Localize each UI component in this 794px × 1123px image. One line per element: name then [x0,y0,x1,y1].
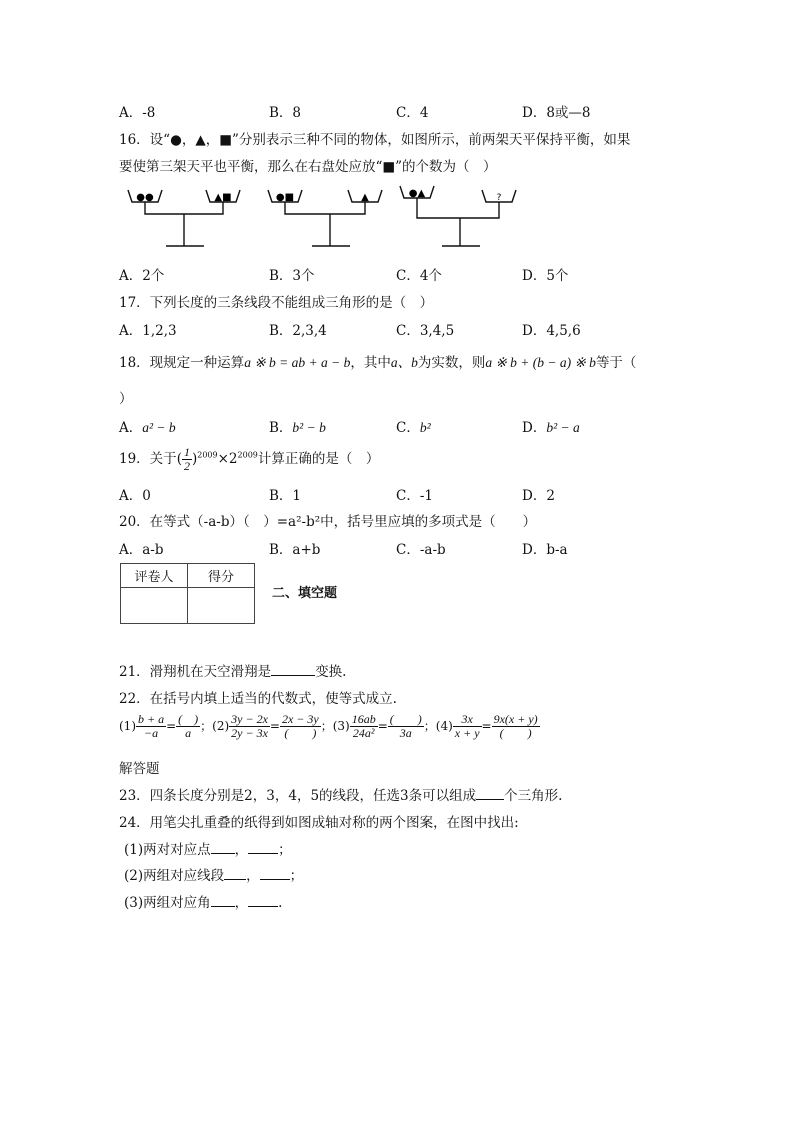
q17-option-a: A．1,2,3 [119,323,177,339]
q22-p3-num: 16ab [351,712,376,726]
q22-p4-den: x + y [454,726,480,740]
q22-p2-rden: ( ) [284,726,317,740]
q16-stem-line1: 16．设“●，▲，■”分别表示三种不同的物体，如图所示，前两架天平保持平衡，如果 [119,132,631,148]
q24-sub1-label: (1)两对对应点 [124,842,211,858]
q21-prefix: 21．滑翔机在天空滑翔是 [119,664,272,680]
q22-p2-den: 2y − 3x [231,726,268,740]
section-fill-in-title: 二、填空题 [272,586,338,601]
q15-option-a: A．-8 [119,105,156,121]
q24-sub3-blank2[interactable] [248,906,278,907]
q24-sub2 [124,864,303,884]
scale2-right-pan: ▲ [361,192,369,203]
q19-suffix: 计算正确的是（ ） [257,451,380,467]
q18-option-b-expr: b² − b [292,420,326,435]
q24-sub3-label: (3)两组对应角 [124,895,211,911]
score-table-grader-cell[interactable] [121,588,188,624]
q23-suffix: 个三角形. [504,788,563,804]
q16-option-d: D．5个 [522,268,569,284]
q24-sub2-blank2[interactable] [260,879,290,880]
q24-sub1-sep: ， [234,842,249,858]
q22-part4-right-fraction[interactable] [492,713,540,740]
q19-stem: 19．关于( $\frac{1}{2}$ )$^{2009}\times 2^{2009}$计算正确的是（ ） [119,445,380,473]
q18-definition: a ※ b = ab + a − b [244,355,351,370]
q18-option-d-label: D． [522,420,547,436]
q18-option-d [522,416,580,436]
q21-suffix: 变换. [315,664,347,680]
q22-p2-rnum: 2x − 3y [281,712,319,726]
q18-option-c-expr: b² [419,420,431,435]
q22-p4-rnum: 9x(x + y) [493,712,538,726]
q20-option-d: D．b-a [522,542,568,558]
q19-option-d: D．2 [522,488,555,504]
q24-sub2-end: ； [289,868,304,884]
section-answer-title: 解答题 [119,761,160,777]
q22-p3-equals: = [377,719,388,733]
q22-part2-left-fraction [229,713,270,740]
q24-sub1-blank2[interactable] [248,853,278,854]
q22-p1-num: b + a [138,712,165,726]
q24-sub1 [124,838,292,858]
q22-part2-right-fraction[interactable] [280,713,321,740]
q20-option-c: C．-a-b [396,542,446,558]
q18-option-b-label: B． [269,420,293,436]
q16-option-b: B．3个 [269,268,315,284]
q18-option-d-expr: b² − a [546,420,580,435]
q22-part4-left-fraction [453,713,482,740]
q22-p1-equals: = [166,719,177,733]
q22-stem: 22．在括号内填上适当的代数式，使等式成立. [119,691,397,707]
q22-part1-left-fraction [136,713,166,740]
q22-p4-num: 3x [453,713,482,727]
q20-stem: 20．在等式（-a-b）（ ）=a²-b²中，括号里应填的多项式是（ ） [119,514,537,530]
q18-mid2: 为实数，则 [417,355,486,371]
q19-times: ×2 [217,451,238,467]
q19-option-b: B．1 [269,488,302,504]
q22-p1-den: −a [144,726,159,740]
q18-option-a-label: A． [119,420,143,436]
q19-half-fraction [182,446,192,473]
q18-mid: ，其中 [350,355,391,371]
q17-option-b: B．2,3,4 [269,323,327,339]
q24-sub2-label: (2)两组对应线段 [124,868,225,884]
q19-option-a: A．0 [119,488,151,504]
q22-part3-label: ；(3) [320,719,350,733]
q22-part1-right-fraction[interactable] [176,713,200,740]
score-table [120,563,255,624]
q21-answer-blank[interactable] [271,675,315,676]
q24-sub3-blank1[interactable] [211,906,235,907]
score-table-score-header: 得分 [188,564,255,588]
q18-option-a-expr: a² − b [142,420,176,435]
q24-sub3-sep: ， [234,895,249,911]
q17-option-c: C．3,4,5 [396,323,455,339]
q19-exponent-1: 2009 [197,450,218,460]
q22-p3-den: 24a² [352,726,375,740]
q22-equations [119,713,540,740]
scale1-right-pan: ▲■ [214,192,232,203]
q18-expression: a ※ b + (b − a) ※ b [485,355,596,370]
q24-sub1-end: ； [278,842,292,858]
q22-p3-rnum: ( ) [389,712,422,726]
q23-answer-blank[interactable] [476,799,504,800]
q24-sub3-end: . [278,895,283,911]
q22-part1-label: (1) [119,719,136,733]
q18-vars: a、b [390,355,418,370]
q23-stem [119,784,562,804]
q19-fraction-num: 1 [183,445,190,459]
q17-option-d: D．4,5,6 [522,323,581,339]
q22-part4-label: ；(4) [423,719,453,733]
q23-prefix: 23．四条长度分别是2，3，4，5的线段，任选3条可以组成 [119,788,477,804]
q24-sub3 [124,891,282,911]
q22-p1-rden: a [185,726,192,740]
q22-p2-equals: = [269,719,280,733]
q20-option-b: B．a+b [269,542,321,558]
q18-stem-line1 [119,351,636,371]
q19-prefix: 19．关于 [119,451,177,467]
q15-option-b: B．8 [269,105,302,121]
q16-option-c: C．4个 [396,268,442,284]
q18-stem-line2: ） [119,391,133,407]
q16-stem-line2: 要使第三架天平也平衡，那么在右盘处应放“■”的个数为（ ） [119,159,497,175]
q20-option-a: A．a-b [119,542,164,558]
q22-p2-num: 3y − 2x [231,712,268,726]
q24-stem: 24．用笔尖扎重叠的纸得到如图成轴对称的两个图案，在图中找出: [119,815,519,831]
q19-fraction-den: 2 [183,459,190,473]
balance-scales-figure [120,182,540,254]
q18-option-a [119,416,176,436]
q18-option-b [269,416,326,436]
q24-sub2-sep: ， [246,868,260,884]
q15-option-c: C．4 [396,105,429,121]
q16-option-a: A．2个 [119,268,165,284]
q22-p1-rnum: ( ) [178,712,199,726]
scale1-left-pan: ●● [136,192,154,203]
q19-option-c: C．-1 [396,488,433,504]
q17-stem: 17．下列长度的三条线段不能组成三角形的是（ ） [119,295,434,311]
q15-option-d: D．8或—8 [522,105,591,121]
q18-suffix: 等于（ [595,355,637,371]
q22-part3-right-fraction[interactable] [388,713,424,740]
q18-option-c [396,416,431,436]
q22-part2-label: ；(2) [200,719,230,733]
score-table-score-cell[interactable] [188,588,255,624]
q21-stem [119,660,346,680]
q22-p4-equals: = [481,719,492,733]
q18-option-c-label: C． [396,420,420,436]
q22-part3-left-fraction [350,713,378,740]
scale3-right-pan: ? [496,193,502,203]
q24-sub1-blank1[interactable] [211,853,235,854]
q24-sub2-blank1[interactable] [224,879,246,880]
score-table-grader-header: 评卷人 [121,564,188,588]
q19-exponent-2: 2009 [237,450,258,460]
scale3-left-pan: ●▲ [408,188,426,199]
q22-p4-rden: ( ) [499,726,532,740]
scale2-left-pan: ●■ [275,192,295,203]
q18-prefix: 18．现规定一种运算 [119,355,245,371]
q22-p3-rden: 3a [399,726,412,740]
